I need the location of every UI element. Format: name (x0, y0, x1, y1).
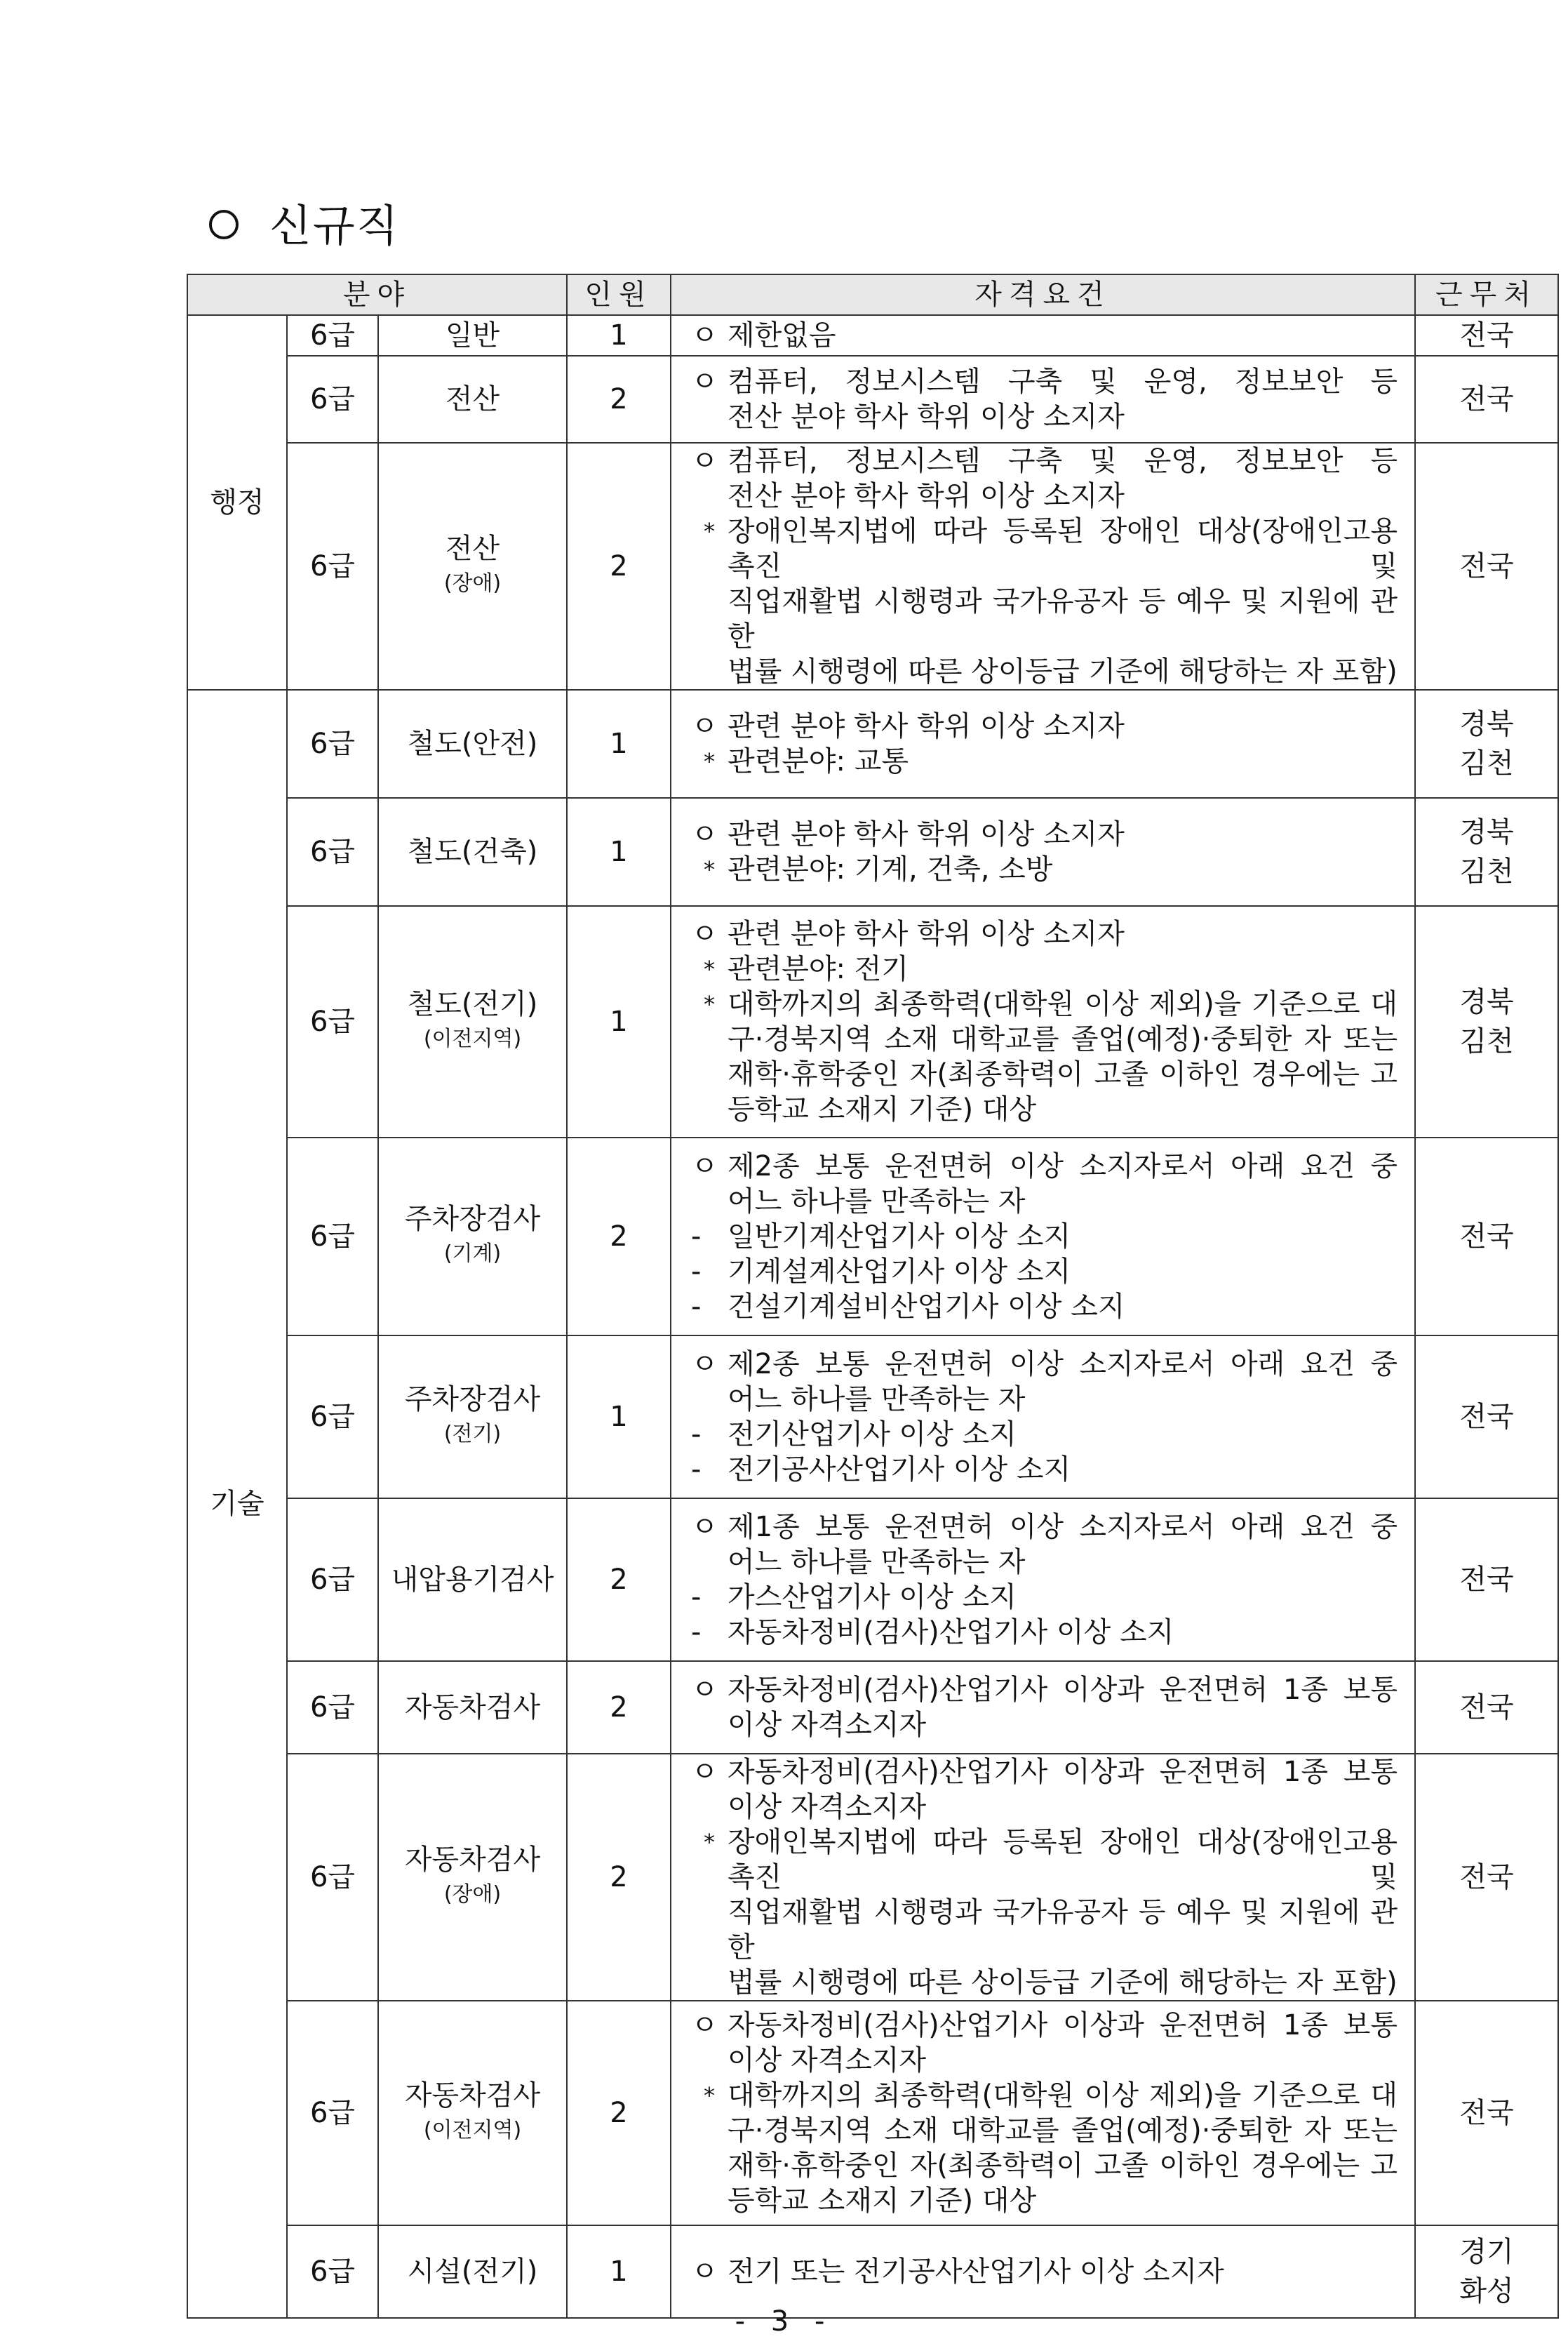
table-row (187, 798, 1558, 906)
requirement-marker (691, 1707, 728, 1742)
field-subtitle: (이전지역) (423, 2118, 522, 2143)
location-line: 전국 (1459, 319, 1514, 352)
requirement-line (691, 2254, 1398, 2289)
requirement-line (691, 744, 1398, 779)
field-cell (378, 315, 567, 356)
requirement-marker: * (704, 518, 715, 545)
requirement-text: 구·경북지역 소재 대학교를 졸업(예정)·중퇴한 자 또는 (728, 1023, 1398, 1055)
requirement-line (691, 952, 1398, 987)
requirement-marker: ㅇ (691, 818, 718, 851)
circle-bullet-icon (209, 210, 239, 239)
grade-cell: 6급 (287, 906, 378, 1138)
grade-cell: 6급 (287, 1498, 378, 1661)
count-cell: 2 (567, 2001, 671, 2225)
count-cell: 1 (567, 1335, 671, 1498)
requirement-line (691, 1382, 1398, 1417)
requirement-marker: * (704, 856, 715, 883)
requirement-line (691, 1289, 1398, 1324)
requirement-marker (691, 1545, 728, 1580)
count-cell: 1 (567, 906, 671, 1138)
table-header-row (187, 274, 1558, 315)
requirement-line (691, 987, 1398, 1022)
requirement-text: 자동차정비(검사)산업기사 이상과 운전면허 1종 보통 (728, 1674, 1398, 1706)
requirement-text: 어느 하나를 만족하는 자 (728, 1383, 1026, 1415)
count-cell: 1 (567, 690, 671, 798)
field-cell (378, 798, 567, 906)
table-row (187, 315, 1558, 356)
table-row (187, 443, 1558, 690)
requirement-marker: ㅇ (691, 1674, 718, 1706)
requirement-line (691, 1615, 1398, 1650)
field-name: 주차장검사 (404, 1383, 541, 1415)
requirement-line (691, 364, 1398, 399)
requirement-line (691, 318, 1398, 353)
requirement-text: 장애인복지법에 따라 등록된 장애인 대상(장애인고용촉진 및 (728, 1826, 1398, 1893)
field-name: 전산 (445, 533, 500, 565)
requirement-marker (691, 2148, 728, 2183)
field-name: 주차장검사 (404, 1203, 541, 1235)
requirement-marker (691, 1895, 728, 1965)
table-row (187, 1335, 1558, 1498)
requirement-line (691, 817, 1398, 852)
requirement-line (691, 1092, 1398, 1127)
header-requirements: 자격요건 (671, 274, 1415, 315)
page-number: - 3 - (735, 2305, 833, 2338)
requirement-marker: ㅇ (691, 2009, 718, 2041)
count-cell: 2 (567, 1138, 671, 1335)
requirement-text: 관련 분야 학사 학위 이상 소지자 (728, 710, 1125, 742)
table-row (187, 690, 1558, 798)
section-heading (209, 198, 400, 254)
requirement-marker: ㅇ (691, 445, 718, 477)
requirement-text: 가스산업기사 이상 소지 (728, 1581, 1017, 1613)
requirement-marker (691, 1790, 728, 1825)
requirement-marker (691, 2183, 728, 2218)
requirement-line (691, 444, 1398, 479)
requirement-marker: ㅇ (691, 1511, 718, 1543)
requirement-text: 관련 분야 학사 학위 이상 소지자 (728, 818, 1125, 851)
location-cell (1415, 1661, 1558, 1754)
requirement-marker: ㅇ (691, 366, 718, 398)
location-line: 경북 (1459, 816, 1514, 848)
requirements-cell (671, 1138, 1415, 1335)
requirement-text: 대학까지의 최종학력(대학원 이상 제외)을 기준으로 대 (728, 988, 1398, 1020)
location-line: 전국 (1459, 1861, 1514, 1893)
requirement-marker (691, 1965, 728, 2000)
requirement-marker: ㅇ (691, 1150, 718, 1182)
requirement-text: 재학·휴학중인 자(최종학력이 고졸 이하인 경우에는 고 (728, 1058, 1398, 1091)
field-cell (378, 2001, 567, 2225)
field-name: 철도(안전) (407, 728, 538, 760)
grade-cell: 6급 (287, 1335, 378, 1498)
requirement-marker: * (704, 1829, 715, 1855)
field-cell (378, 1661, 567, 1754)
count-cell: 2 (567, 1661, 671, 1754)
requirement-marker: ㅇ (691, 319, 718, 352)
requirement-line (691, 1790, 1398, 1825)
requirement-marker (691, 584, 728, 654)
requirement-line (691, 399, 1398, 434)
requirement-line (691, 1417, 1398, 1452)
location-line: 전국 (1459, 2097, 1514, 2129)
location-line: 경기 (1459, 2236, 1514, 2268)
requirement-line (691, 514, 1398, 584)
requirement-text: 기계설계산업기사 이상 소지 (728, 1255, 1071, 1288)
requirement-line (691, 1057, 1398, 1092)
location-line: 전국 (1459, 1220, 1514, 1253)
field-subtitle: (이전지역) (423, 1027, 522, 1051)
requirement-text: 컴퓨터, 정보시스템 구축 및 운영, 정보보안 등 (728, 445, 1398, 477)
requirement-text: 관련분야: 기계, 건축, 소방 (728, 853, 1053, 886)
requirement-text: 건설기계설비산업기사 이상 소지 (728, 1291, 1125, 1323)
requirement-text: 어느 하나를 만족하는 자 (728, 1185, 1026, 1218)
requirement-text: 전산 분야 학사 학위 이상 소지자 (728, 401, 1125, 433)
location-line: 경북 (1459, 708, 1514, 740)
recruitment-table (187, 274, 1559, 2319)
requirement-text: 관련 분야 학사 학위 이상 소지자 (728, 918, 1125, 950)
requirement-line (691, 1545, 1398, 1580)
requirement-marker: - (691, 1220, 702, 1253)
requirement-marker: ㅇ (691, 918, 718, 950)
location-cell (1415, 2225, 1558, 2318)
category-cell: 기술 (187, 690, 287, 2318)
location-line: 전국 (1459, 383, 1514, 415)
requirement-text: 이상 자격소지자 (728, 1709, 927, 1741)
requirements-cell (671, 315, 1415, 356)
requirement-text: 일반기계산업기사 이상 소지 (728, 1220, 1071, 1253)
requirement-line (691, 1965, 1398, 2000)
requirement-marker: - (691, 1453, 702, 1486)
requirement-marker (691, 654, 728, 689)
requirement-text: 자동차정비(검사)산업기사 이상과 운전면허 1종 보통 (728, 2009, 1398, 2041)
count-cell: 2 (567, 356, 671, 443)
requirement-line (691, 709, 1398, 744)
field-name: 일반 (445, 319, 500, 352)
requirement-marker (691, 2113, 728, 2148)
requirement-text: 어느 하나를 만족하는 자 (728, 1546, 1026, 1578)
field-name: 자동차검사 (404, 2079, 541, 2112)
requirement-text: 관련분야: 전기 (728, 953, 909, 985)
requirement-marker (691, 1382, 728, 1417)
table-row (187, 1754, 1558, 2001)
requirement-text: 재학·휴학중인 자(최종학력이 고졸 이하인 경우에는 고 (728, 2150, 1398, 2182)
requirement-line (691, 1452, 1398, 1487)
location-line: 김천 (1459, 747, 1514, 780)
requirement-marker: ㅇ (691, 1756, 718, 1788)
location-cell (1415, 1138, 1558, 1335)
requirement-text: 직업재활법 시행령과 국가유공자 등 예우 및 지원에 관한 (728, 1896, 1398, 1964)
requirement-marker: * (704, 748, 715, 775)
requirement-line (691, 1184, 1398, 1219)
field-subtitle: (장애) (443, 1882, 502, 1907)
requirement-marker: - (691, 1581, 702, 1613)
requirement-line (691, 2148, 1398, 2183)
table-row (187, 2225, 1558, 2318)
field-cell (378, 1498, 567, 1661)
requirement-line (691, 2078, 1398, 2113)
requirements-cell (671, 1335, 1415, 1498)
location-cell (1415, 690, 1558, 798)
requirement-marker: * (704, 991, 715, 1018)
count-cell: 1 (567, 315, 671, 356)
requirement-text: 대학까지의 최종학력(대학원 이상 제외)을 기준으로 대 (728, 2079, 1398, 2112)
requirement-marker (691, 399, 728, 434)
grade-cell: 6급 (287, 798, 378, 906)
requirement-line (691, 852, 1398, 887)
location-line: 김천 (1459, 855, 1514, 888)
location-cell (1415, 1754, 1558, 2001)
field-cell (378, 2225, 567, 2318)
requirements-cell (671, 2225, 1415, 2318)
location-cell (1415, 315, 1558, 356)
requirement-line (691, 1580, 1398, 1615)
category-cell: 행정 (187, 315, 287, 690)
requirement-marker: * (704, 956, 715, 982)
requirement-marker (691, 1022, 728, 1057)
count-cell: 2 (567, 443, 671, 690)
location-line: 김천 (1459, 1025, 1514, 1058)
requirement-line (691, 1825, 1398, 1895)
requirement-line (691, 1219, 1398, 1254)
requirements-cell (671, 906, 1415, 1138)
requirement-text: 전산 분야 학사 학위 이상 소지자 (728, 480, 1125, 512)
field-subtitle: (기계) (443, 1241, 502, 1266)
location-line: 전국 (1459, 1691, 1514, 1724)
requirement-text: 직업재활법 시행령과 국가유공자 등 예우 및 지원에 관한 (728, 585, 1398, 653)
location-cell (1415, 906, 1558, 1138)
requirement-line (691, 584, 1398, 654)
field-subtitle: (전기) (443, 1422, 502, 1446)
requirement-text: 전기 또는 전기공사산업기사 이상 소지자 (728, 2255, 1224, 2288)
requirement-text: 이상 자격소지자 (728, 1791, 927, 1823)
field-cell (378, 443, 567, 690)
requirement-marker (691, 1092, 728, 1127)
header-count: 인원 (567, 274, 671, 315)
grade-cell: 6급 (287, 315, 378, 356)
requirement-line (691, 654, 1398, 689)
requirement-text: 전기공사산업기사 이상 소지 (728, 1453, 1071, 1486)
requirement-line (691, 1895, 1398, 1965)
requirement-marker: ㅇ (691, 2255, 718, 2288)
requirement-marker: - (691, 1291, 702, 1323)
count-cell: 1 (567, 798, 671, 906)
requirement-line (691, 479, 1398, 514)
grade-cell: 6급 (287, 356, 378, 443)
location-cell (1415, 356, 1558, 443)
field-name: 전산 (445, 383, 500, 415)
requirement-line (691, 2183, 1398, 2218)
requirements-cell (671, 1754, 1415, 2001)
field-name: 시설(전기) (407, 2255, 538, 2288)
field-name: 철도(전기) (407, 988, 538, 1020)
location-line: 화성 (1459, 2275, 1514, 2307)
requirements-cell (671, 356, 1415, 443)
grade-cell: 6급 (287, 2225, 378, 2318)
requirement-line (691, 1754, 1398, 1790)
requirement-text: 등학교 소재지 기준) 대상 (728, 1093, 1037, 1126)
requirement-text: 컴퓨터, 정보시스템 구축 및 운영, 정보보안 등 (728, 366, 1398, 398)
requirements-cell (671, 690, 1415, 798)
header-field: 분야 (187, 274, 567, 315)
field-name: 내압용기검사 (391, 1564, 554, 1596)
requirement-marker (691, 479, 728, 514)
requirement-text: 이상 자격소지자 (728, 2044, 927, 2077)
requirement-line (691, 1149, 1398, 1184)
field-cell (378, 1335, 567, 1498)
field-cell (378, 356, 567, 443)
table-body (187, 315, 1558, 2318)
requirements-cell (671, 2001, 1415, 2225)
grade-cell: 6급 (287, 1138, 378, 1335)
requirement-line (691, 1022, 1398, 1057)
location-cell (1415, 1335, 1558, 1498)
field-cell (378, 906, 567, 1138)
grade-cell: 6급 (287, 690, 378, 798)
section-title: 신규직 (269, 200, 400, 251)
requirement-line (691, 1672, 1398, 1707)
requirement-line (691, 1347, 1398, 1382)
requirement-text: 자동차정비(검사)산업기사 이상과 운전면허 1종 보통 (728, 1756, 1398, 1788)
requirement-text: 자동차정비(검사)산업기사 이상 소지 (728, 1616, 1174, 1648)
requirement-text: 등학교 소재지 기준) 대상 (728, 2185, 1037, 2217)
requirement-text: 관련분야: 교통 (728, 745, 909, 778)
requirement-marker: ㅇ (691, 1348, 718, 1380)
field-name: 철도(건축) (407, 836, 538, 868)
requirement-marker: ㅇ (691, 710, 718, 742)
count-cell: 2 (567, 1498, 671, 1661)
requirement-line (691, 2043, 1398, 2078)
requirements-cell (671, 443, 1415, 690)
table-row (187, 1661, 1558, 1754)
location-cell (1415, 2001, 1558, 2225)
requirement-text: 장애인복지법에 따라 등록된 장애인 대상(장애인고용촉진 및 (728, 515, 1398, 582)
grade-cell: 6급 (287, 1661, 378, 1754)
requirement-marker: - (691, 1616, 702, 1648)
requirements-cell (671, 1498, 1415, 1661)
requirement-text: 제1종 보통 운전면허 이상 소지자로서 아래 요건 중 (728, 1511, 1398, 1543)
location-cell (1415, 1498, 1558, 1661)
requirement-marker (691, 1184, 728, 1219)
requirement-text: 제2종 보통 운전면허 이상 소지자로서 아래 요건 중 (728, 1348, 1398, 1380)
field-cell (378, 1138, 567, 1335)
requirement-text: 제2종 보통 운전면허 이상 소지자로서 아래 요건 중 (728, 1150, 1398, 1182)
location-line: 전국 (1459, 1401, 1514, 1433)
header-location: 근무처 (1415, 274, 1558, 315)
location-line: 전국 (1459, 550, 1514, 582)
requirement-line (691, 1510, 1398, 1545)
requirement-marker (691, 2043, 728, 2078)
location-cell (1415, 798, 1558, 906)
requirement-text: 법률 시행령에 따른 상이등급 기준에 해당하는 자 포함) (728, 1966, 1398, 1999)
table-row (187, 1138, 1558, 1335)
requirement-marker: - (691, 1255, 702, 1288)
requirement-line (691, 917, 1398, 952)
table-row (187, 906, 1558, 1138)
location-line: 전국 (1459, 1564, 1514, 1596)
requirement-line (691, 2113, 1398, 2148)
requirement-text: 제한없음 (728, 319, 836, 352)
field-name: 자동차검사 (404, 1844, 541, 1876)
requirement-line (691, 1254, 1398, 1289)
requirements-cell (671, 798, 1415, 906)
requirement-text: 구·경북지역 소재 대학교를 졸업(예정)·중퇴한 자 또는 (728, 2114, 1398, 2147)
requirement-line (691, 2008, 1398, 2043)
requirement-line (691, 1707, 1398, 1742)
table-row (187, 356, 1558, 443)
grade-cell: 6급 (287, 2001, 378, 2225)
requirement-marker: * (704, 2082, 715, 2109)
location-line: 경북 (1459, 986, 1514, 1018)
count-cell: 2 (567, 1754, 671, 2001)
table-row (187, 1498, 1558, 1661)
requirement-text: 법률 시행령에 따른 상이등급 기준에 해당하는 자 포함) (728, 655, 1398, 688)
field-name: 자동차검사 (404, 1691, 541, 1724)
requirement-marker: - (691, 1418, 702, 1451)
table-row (187, 2001, 1558, 2225)
grade-cell: 6급 (287, 443, 378, 690)
grade-cell: 6급 (287, 1754, 378, 2001)
field-cell (378, 690, 567, 798)
requirement-text: 전기산업기사 이상 소지 (728, 1418, 1017, 1451)
field-cell (378, 1754, 567, 2001)
requirements-cell (671, 1661, 1415, 1754)
requirement-marker (691, 1057, 728, 1092)
field-subtitle: (장애) (443, 571, 502, 596)
count-cell: 1 (567, 2225, 671, 2318)
location-cell (1415, 443, 1558, 690)
